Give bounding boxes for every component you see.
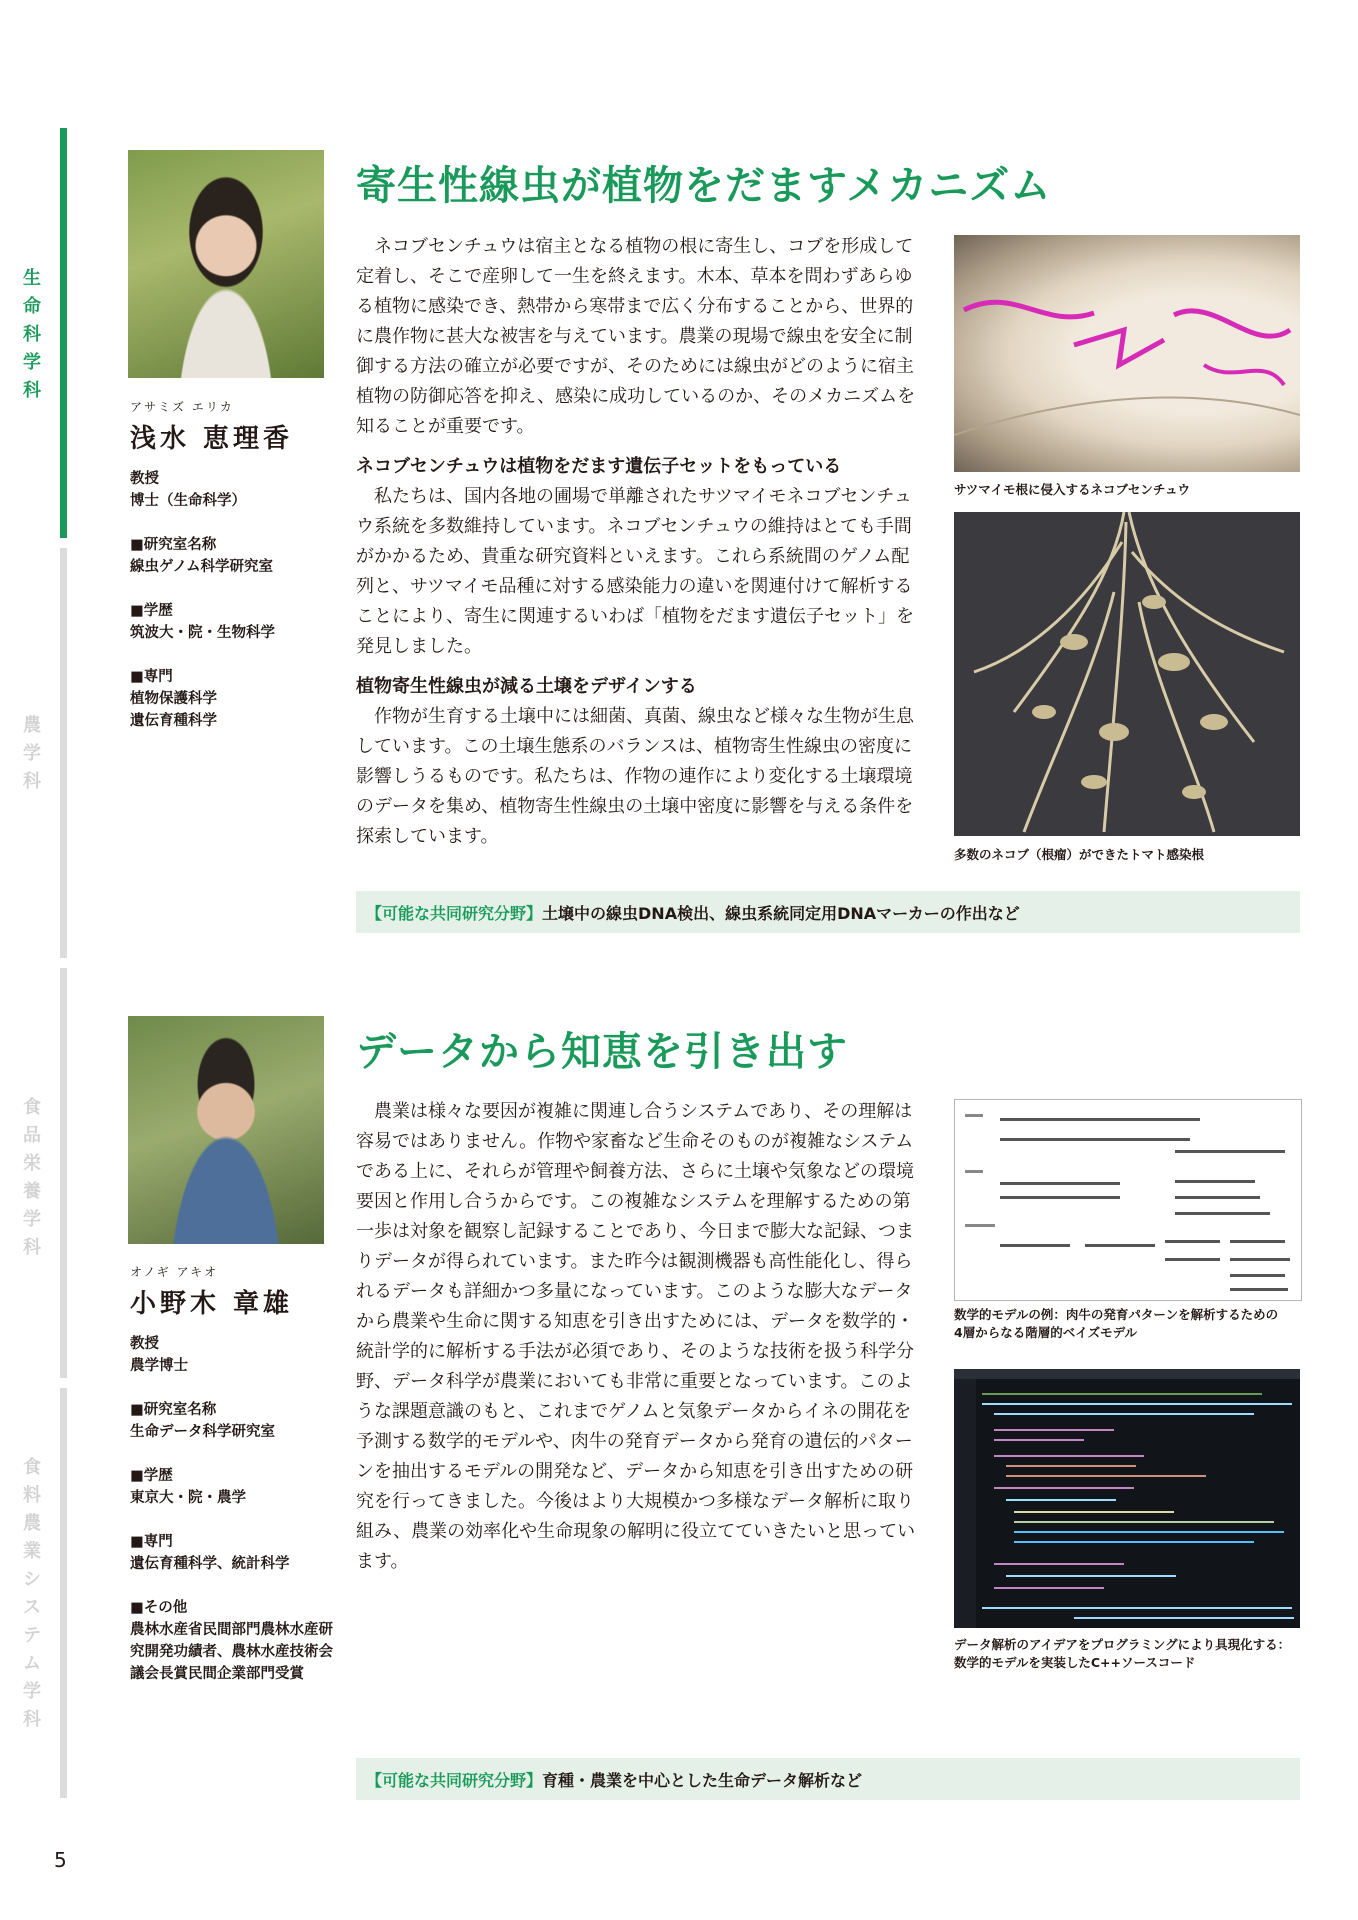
section-title: 寄生性線虫が植物をだますメカニズム: [356, 163, 1052, 209]
education-value: 筑波大・院・生物科学: [130, 625, 275, 641]
specialty-heading: ■専門: [130, 669, 173, 685]
lab-value: 生命データ科学研究室: [130, 1424, 275, 1440]
collaboration-text: 育種・農業を中心とした生命データ解析など: [542, 1770, 863, 1790]
caption-line: 数学的モデルの例：肉牛の発育パターンを解析するための: [954, 1307, 1279, 1322]
position: 教授: [130, 471, 159, 487]
tomato-root-photo: [954, 512, 1300, 836]
other-value: 農林水産省民間部門農林水産研究開発功績者、農林水産技術会議会長賞民間企業部門受賞: [130, 1622, 333, 1682]
paragraph: 作物が生育する土壌中には細菌、真菌、線虫など様々な生物が生息しています。この土壌生態系のバランスは、植物寄生性線虫の密度に影響しうるものです。私たちは、作物の連作により変化する土壌環境のデータを集め、植物寄生性線虫の土壌中密度に影響を与える条件を探索しています。: [356, 706, 914, 847]
nematode-root-photo: [954, 235, 1300, 472]
paragraph: 私たちは、国内各地の圃場で単離されたサツマイモネコブセンチュウ系統を多数維持しています。ネコブセンチュウの維持はとても手間がかかるため、貴重な研究資料といえます。これら系統間のゲノム配列と、サツマイモ品種に対する感染能力の違いを関連付けて解析することにより、寄生に関連するいわば「植物をだます遺伝子セット」を発見しました。: [356, 486, 914, 657]
specialty-heading: ■専門: [130, 1534, 173, 1550]
education-heading: ■学歴: [130, 1468, 173, 1484]
sidebar-label-agriculture[interactable]: 農学科: [23, 715, 41, 792]
collaboration-banner: [356, 891, 1300, 933]
sidebar-tab-bar-active: [60, 128, 67, 538]
cpp-source-code-screenshot: [954, 1369, 1300, 1628]
lab-value: 線虫ゲノム科学研究室: [130, 559, 273, 575]
figure-caption: [954, 1636, 1314, 1672]
sidebar-label-life-science[interactable]: 生命科学科: [23, 268, 41, 401]
lab-heading: ■研究室名称: [130, 537, 217, 553]
collaboration-tag: 【可能な共同研究分野】: [366, 1770, 543, 1790]
section-title: データから知恵を引き出す: [356, 1029, 848, 1075]
sidebar-label-food-nutrition[interactable]: 食品栄養学科: [23, 1097, 41, 1258]
bayesian-model-figure: [954, 1099, 1302, 1301]
profile-info: [130, 1333, 340, 1707]
specialty-value: 植物保護科学: [130, 691, 217, 707]
sidebar-label-food-agri-system[interactable]: 食料農業システム学科: [23, 1457, 41, 1730]
person-name: 小野木 章雄: [130, 1289, 294, 1319]
caption-line: 数学的モデルを実装したC++ソースコード: [954, 1655, 1196, 1670]
figure-caption: 多数のネコブ（根瘤）ができたトマト感染根: [954, 847, 1205, 862]
subheading: 植物寄生性線虫が減る土壌をデザインする: [356, 676, 697, 697]
sidebar-tab-bar: [60, 548, 67, 958]
specialty-value: 遺伝育種科学、統計科学: [130, 1556, 290, 1572]
article-body: [356, 1097, 920, 1577]
degree: 農学博士: [130, 1358, 188, 1374]
portrait-photo: [128, 1016, 324, 1244]
name-furigana: アサミズ エリカ: [130, 400, 234, 414]
collaboration-banner: [356, 1758, 1300, 1800]
subheading: ネコブセンチュウは植物をだます遺伝子セットをもっている: [356, 456, 842, 477]
other-heading: ■その他: [130, 1600, 188, 1616]
education-heading: ■学歴: [130, 603, 173, 619]
caption-line: データ解析のアイデアをプログラミングにより具現化する：: [954, 1637, 1291, 1652]
collaboration-tag: 【可能な共同研究分野】: [366, 903, 543, 923]
article-body: [356, 232, 920, 852]
lab-heading: ■研究室名称: [130, 1402, 217, 1418]
education-value: 東京大・院・農学: [130, 1490, 246, 1506]
position: 教授: [130, 1336, 159, 1352]
figure-caption: [954, 1306, 1314, 1342]
page-number: 5: [54, 1848, 67, 1872]
portrait-photo: [128, 150, 324, 378]
paragraph: 農業は様々な要因が複雑に関連し合うシステムであり、その理解は容易ではありません。作物や家畜など生命そのものが複雑なシステムである上に、それらが管理や飼養方法、さらに土壌や気象などの環境要因と作用し合うからです。この複雑なシステムを理解するための第一歩は対象を観察し記録することであり、今日まで膨大な記録、つまりデータが得られています。また昨今は観測機器も高性能化し、得られるデータも詳細かつ多量になっています。このような膨大なデータから農業や生命に関する知恵を引き出すためには、データを数学的・統計学的に解析する手法が必須であり、そのような技術を扱う科学分野、データ科学が農業においても非常に重要となっています。このような課題意識のもと、これまでゲノムと気象データからイネの開花を予測する数学的モデルや、肉牛の発育データから発育の遺伝的パターンを抽出するモデルの開発など、データから知恵を引き出すための研究を行ってきました。今後はより大規模かつ多様なデータ解析に取り組み、農業の効率化や生命現象の解明に役立てていきたいと思っています。: [356, 1101, 916, 1572]
profile-info: [130, 468, 340, 754]
degree: 博士（生命科学）: [130, 493, 246, 509]
person-name: 浅水 恵理香: [130, 424, 294, 454]
collaboration-text: 土壌中の線虫DNA検出、線虫系統同定用DNAマーカーの作出など: [542, 903, 1020, 923]
figure-caption: サツマイモ根に侵入するネコブセンチュウ: [954, 482, 1191, 497]
caption-line: 4層からなる階層的ベイズモデル: [954, 1325, 1137, 1340]
sidebar-tab-bar: [60, 968, 67, 1378]
sidebar-tab-bar: [60, 1388, 67, 1798]
specialty-value: 遺伝育種科学: [130, 713, 217, 729]
name-furigana: オノギ アキオ: [130, 1265, 219, 1279]
paragraph: ネコブセンチュウは宿主となる植物の根に寄生し、コブを形成して定着し、そこで産卵して一生を終えます。木本、草本を問わずあらゆる植物に感染でき、熱帯から寒帯まで広く分布することから、世界的に農作物に甚大な被害を与えています。農業の現場で線虫を安全に制御する方法の確立が必要ですが、そのためには線虫がどのように宿主植物の防御応答を抑え、感染に成功しているのか、そのメカニズムを知ることが重要です。: [356, 236, 916, 437]
